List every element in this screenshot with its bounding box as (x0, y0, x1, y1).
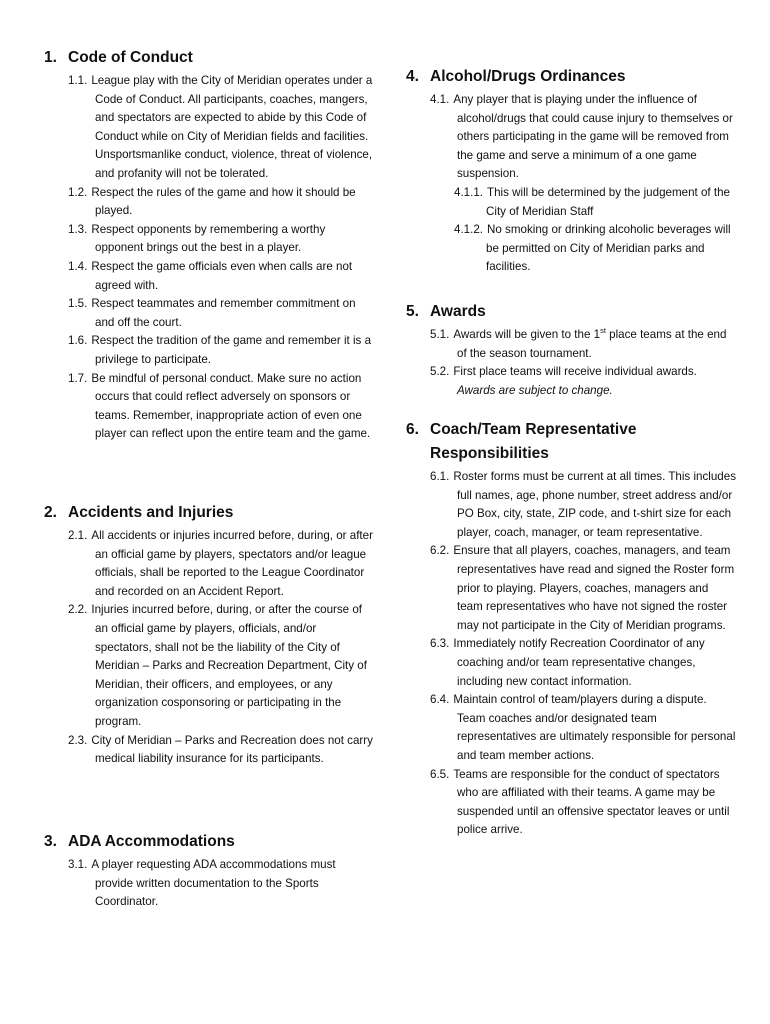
section-title: Alcohol/Drugs Ordinances (430, 68, 626, 85)
list-item (406, 691, 736, 765)
section-title: ADA Accommodations (68, 833, 235, 850)
item-number: 2.2. (68, 603, 88, 617)
section-number: 2. (44, 504, 57, 521)
item-number: 6.3. (430, 637, 450, 651)
item-number: 6.1. (430, 470, 450, 483)
item-text: Respect opponents by remembering a worthy opponent brings out the best in a player. (91, 222, 326, 255)
item-text: Any player that is playing under the influence of alcohol/drugs that could cause injury to themselves or others participating in the game will be removed from the game and serve a minimum of a one game suspension. (453, 93, 733, 181)
item-number: 1.6. (68, 334, 88, 348)
item-text: Immediately notify Recreation Coordinator of any coaching and/or team representative changes, including new contact information. (453, 637, 705, 688)
section-title: Awards (430, 303, 486, 320)
section-heading (44, 501, 374, 525)
item-number: 5.1. (430, 328, 450, 341)
item-number: 1.3. (68, 222, 88, 236)
section-heading (406, 65, 736, 89)
item-text: Maintain control of team/players during a dispute. Team coaches and/or designated team representatives are ultimately responsible for personal and team member actions. (453, 693, 736, 762)
section-number: 4. (406, 68, 419, 85)
list-item (406, 635, 736, 691)
section-alcohol-drugs (406, 65, 736, 277)
list-item (44, 295, 374, 332)
item-text: No smoking or drinking alcoholic beverages will be permitted on City of Meridian parks and facilities. (486, 223, 731, 274)
item-number: 1.7. (68, 371, 88, 385)
item-text: Teams are responsible for the conduct of spectators who are affiliated with their teams. A game may be suspended until an offensive spectator leaves or until police arrive. (453, 767, 730, 837)
list-item (44, 72, 374, 184)
section-number: 1. (44, 49, 57, 66)
list-item (44, 370, 374, 444)
item-number: 1.4. (68, 259, 88, 273)
section-awards (406, 300, 736, 400)
section-heading (406, 300, 736, 324)
list-item (406, 91, 736, 184)
item-text: Respect teammates and remember commitment on and off the court. (91, 297, 356, 329)
item-text: Be mindful of personal conduct. Make sure no action occurs that could reflect adversely on sponsors or teams. Remember, inappropriate action of even one player can reflect upon the entire team and the game. (91, 371, 371, 441)
list-item (406, 468, 736, 542)
item-text: A player requesting ADA accommodations must provide written documentation to the Sports Coordinator. (91, 858, 336, 909)
item-number: 6.2. (430, 544, 450, 558)
item-number: 4.1. (430, 93, 450, 106)
section-title: Code of Conduct (68, 49, 193, 66)
item-text: This will be determined by the judgement of the City of Meridian Staff (486, 185, 730, 218)
item-note: Awards are subject to change. (457, 383, 613, 397)
item-number: 6.4. (430, 693, 450, 707)
section-heading (44, 830, 374, 854)
item-text: Respect the tradition of the game and remember it is a privilege to participate. (91, 334, 372, 366)
section-title: Coach/Team Representative (430, 421, 637, 438)
ordinal-suffix: st (600, 326, 606, 336)
item-text: City of Meridian – Parks and Recreation does not carry medical liability insurance for its participants. (91, 733, 373, 766)
item-number: 2.3. (68, 733, 88, 747)
item-text: League play with the City of Meridian operates under a Code of Conduct. All participants, coaches, mangers, and spectators are expected to abide by this Code of Conduct while on City of Meridian fields and facilities. Unsportsmanlike conduct, violence, threat of violence, and profanity will not be tolerated. (91, 74, 373, 180)
list-item (44, 332, 374, 369)
sub-list-item (406, 184, 736, 221)
item-number: 5.2. (430, 365, 450, 379)
item-text: Roster forms must be current at all times. This includes full names, age, phone number, street address and/or PO Box, city, state, ZIP code, and t-shirt size for each player, coach, manager, or team representative. (453, 470, 736, 539)
item-text: All accidents or injuries incurred before, during, or after an official game by players, spectators and/or league officials, shall be reported to the League Coordinator and recorded on an Accident Report. (91, 529, 373, 598)
section-ada-accommodations (44, 830, 374, 912)
item-number: 4.1.1. (454, 185, 484, 199)
section-heading (44, 46, 374, 70)
item-text: Awards will be given to the 1 (453, 328, 601, 341)
list-item (44, 184, 374, 221)
item-text: Respect the game officials even when calls are not agreed with. (91, 259, 353, 292)
item-text: Respect the rules of the game and how it should be played. (91, 185, 356, 218)
section-coach-team-rep (406, 418, 736, 840)
list-item (44, 258, 374, 295)
list-item (44, 527, 374, 601)
list-item (406, 542, 736, 635)
list-item (44, 856, 374, 912)
section-code-of-conduct (44, 46, 374, 444)
list-item (406, 766, 736, 840)
item-number: 1.2. (68, 185, 88, 199)
item-number: 3.1. (68, 858, 88, 871)
item-text: place teams at the end of the season tournament. (457, 328, 727, 360)
list-item (44, 601, 374, 731)
item-text: First place teams will receive individual awards. (453, 365, 697, 379)
list-item (406, 326, 736, 363)
list-item (44, 221, 374, 258)
sub-list-item (406, 221, 736, 277)
item-number: 1.5. (68, 297, 88, 311)
section-heading (406, 418, 736, 442)
section-title: Accidents and Injuries (68, 504, 234, 521)
section-number: 5. (406, 303, 419, 320)
item-number: 6.5. (430, 767, 450, 781)
section-accidents-injuries (44, 501, 374, 769)
section-title-continued: Responsibilities (430, 445, 549, 462)
item-number: 1.1. (68, 74, 88, 87)
item-number: 4.1.2. (454, 223, 484, 237)
section-number: 3. (44, 833, 57, 850)
section-heading-line2 (406, 442, 736, 466)
section-number: 6. (406, 421, 419, 438)
list-item (406, 363, 736, 400)
list-item (44, 732, 374, 769)
item-text: Ensure that all players, coaches, managers, and team representatives have read and signed the Roster form prior to playing. Players, coaches, managers and team representatives who have not signed the roster may not participate in the City of Meridian programs. (453, 544, 735, 632)
item-text: Injuries incurred before, during, or after the course of an official game by players, officials, and/or spectators, shall not be the liability of the City of Meridian – Parks and Recreation Department, City of Meridian, their officers, and employees, or any organization cosponsoring or participating in the program. (91, 603, 367, 728)
item-number: 2.1. (68, 529, 88, 542)
